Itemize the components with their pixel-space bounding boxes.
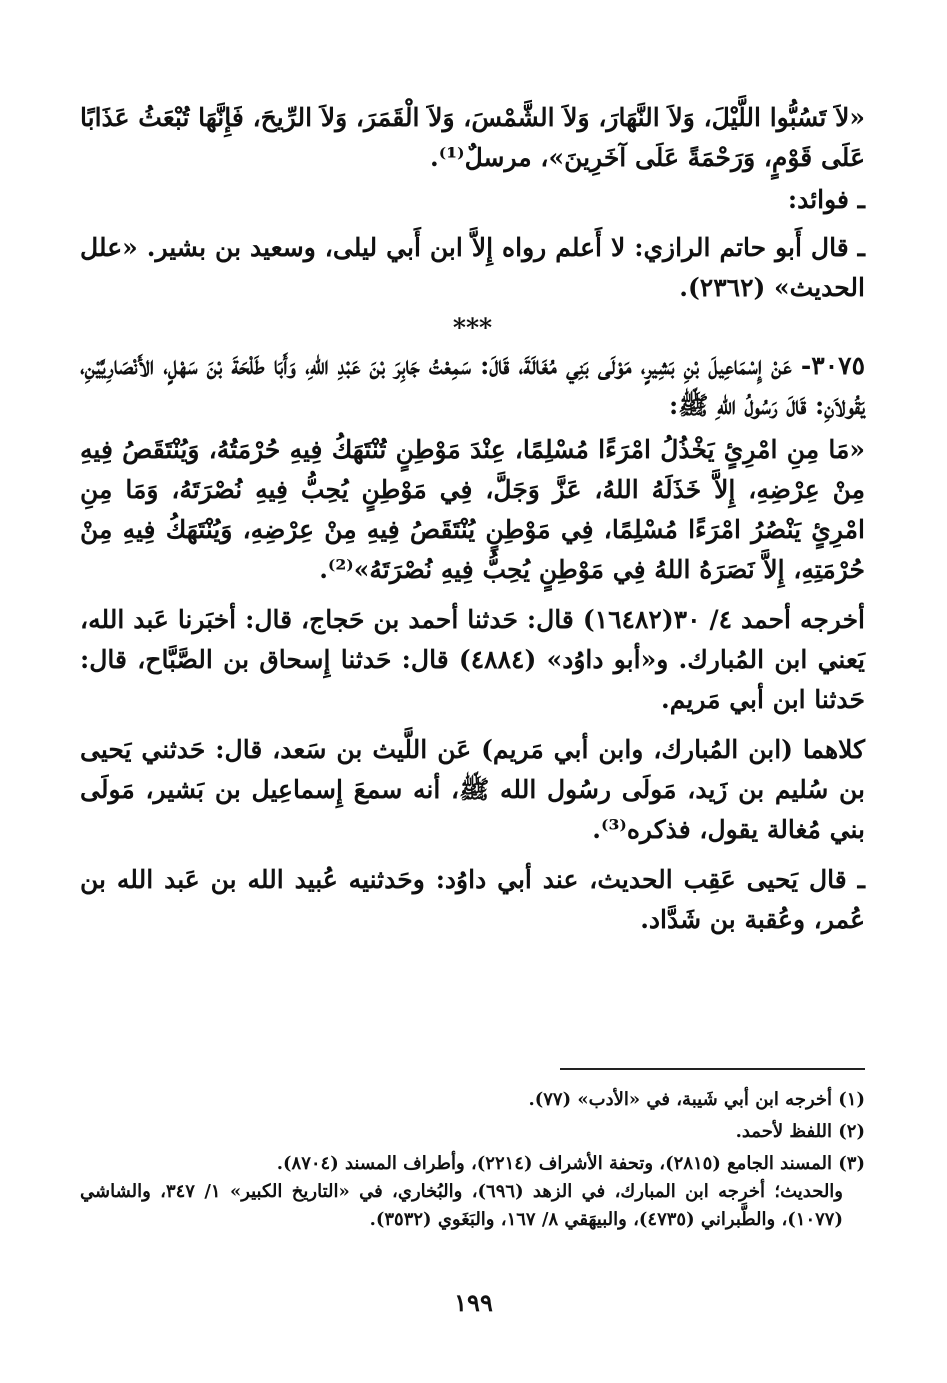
yahya-note-paragraph: ـ قال يَحيى عَقِب الحديث، عند أبي داوُد: وحَدثنيه عُبيد الله بن عَبد الله بن عُمر، وعُقبة بن شَدَّاد. [80, 865, 865, 934]
footnote-1: (١) أخرجه ابن أبي شَيبة، في «الأدب» (٧٧). [528, 1089, 865, 1110]
hadith-3075-isnad: ٣٠٧٥- عَنْ إِسْمَاعِيلَ بْنِ بَشِيرٍ، مَوْلَى بَنِي مُغَالَةَ، قَالَ: سَمِعْتُ جَابِرَ بْنَ عَبْدِ اللهِ، وَأَبَا طَلْحَةَ بْنَ سَهْلٍ، الأَنْصَارِيَّيْنِ، يَقُولاَنِ: قَالَ رَسُولُ اللهِ ﷺ: [80, 351, 865, 420]
section-separator: *** [452, 313, 493, 342]
fawaid-heading: ـ فوائد: [787, 185, 865, 214]
footnote-3: (٣) المسند الجامع (٢٨١٥)، وتحفة الأشراف (٢٢١٤)، وأطراف المسند (٨٧٠٤). [276, 1153, 865, 1174]
footnotes [80, 1086, 865, 1234]
footnote-3-continued: والحديث؛ أخرجه ابن المبارك، في الزهد (٦٩٦)، والبُخاري، في «التاريخ الكبير» ١/ ٣٤٧، والشاشي (١٠٧٧)، والطَّبراني (٤٧٣٥)، والبيهَقي ٨/ ١٦٧، والبَغَوي (٣٥٣٢). [80, 1181, 844, 1230]
footnote-2: (٢) اللفظ لأحمد. [735, 1121, 865, 1142]
takhrij-paragraph: أخرجه أحمد ٤/ ٣٠(١٦٤٨٢) قال: حَدثنا أحمد بن حَجاج، قال: أخبَرنا عَبد الله، يَعني ابن المُبارك. و«أبو داوُد» (٤٨٨٤) قال: حَدثنا إِسحاق بن الصَّبَّاح، قال: حَدثنا ابن أبي مَريم. [80, 605, 865, 714]
hadith-text-continued: «لاَ تَسُبُّوا اللَّيْلَ، وَلاَ النَّهَارَ، وَلاَ الشَّمْسَ، وَلاَ الْقَمَرَ، وَلاَ الرِّيحَ، فَإِنَّهَا تُبْعَثُ عَذَابًا عَلَى قَوْمٍ، وَرَحْمَةً عَلَى آخَرِينَ»، مرسلٌ⁽¹⁾. [80, 103, 865, 172]
fawaid-paragraph: ـ قال أَبو حاتم الرازي: لا أَعلم رواه إِلاَّ ابن أَبي ليلى، وسعيد بن بشير. «علل الحديث» (٢٣٦٢). [80, 233, 865, 302]
chain-paragraph: كلاهما (ابن المُبارك، وابن أبي مَريم) عَن اللَّيث بن سَعد، قال: حَدثني يَحيى بن سُليم بن زَيد، مَولَى رسُول الله ﷺ، أنه سمعَ إِسماعِيل بن بَشير، مَولَى بني مُغالة يقول، فذكره⁽³⁾. [80, 735, 865, 844]
main-text [80, 98, 865, 940]
page-number: ١٩٩ [454, 1288, 493, 1317]
footnote-divider [560, 1068, 865, 1070]
hadith-3075-matn: «مَا مِنِ امْرِئٍ يَخْذُلُ امْرَءًا مُسْلِمًا، عِنْدَ مَوْطِنٍ تُنْتَهَكُ فِيهِ حُرْمَتُهُ، وَيُنْتَقَصُ فِيهِ مِنْ عِرْضِهِ، إِلاَّ خَذَلَهُ اللهُ، عَزَّ وَجَلَّ، فِي مَوْطِنٍ يُحِبُّ فِيهِ نُصْرَتَهُ، وَمَا مِنِ امْرِئٍ يَنْصُرُ امْرَءًا مُسْلِمًا، فِي مَوْطِنٍ يُنْتَقَصُ فِيهِ مِنْ عِرْضِهِ، وَيُنْتَهَكُ فِيهِ مِنْ حُرْمَتِهِ، إِلاَّ نَصَرَهُ اللهُ فِي مَوْطِنٍ يُحِبُّ فِيهِ نُصْرَتَهُ»⁽²⁾. [80, 435, 865, 584]
